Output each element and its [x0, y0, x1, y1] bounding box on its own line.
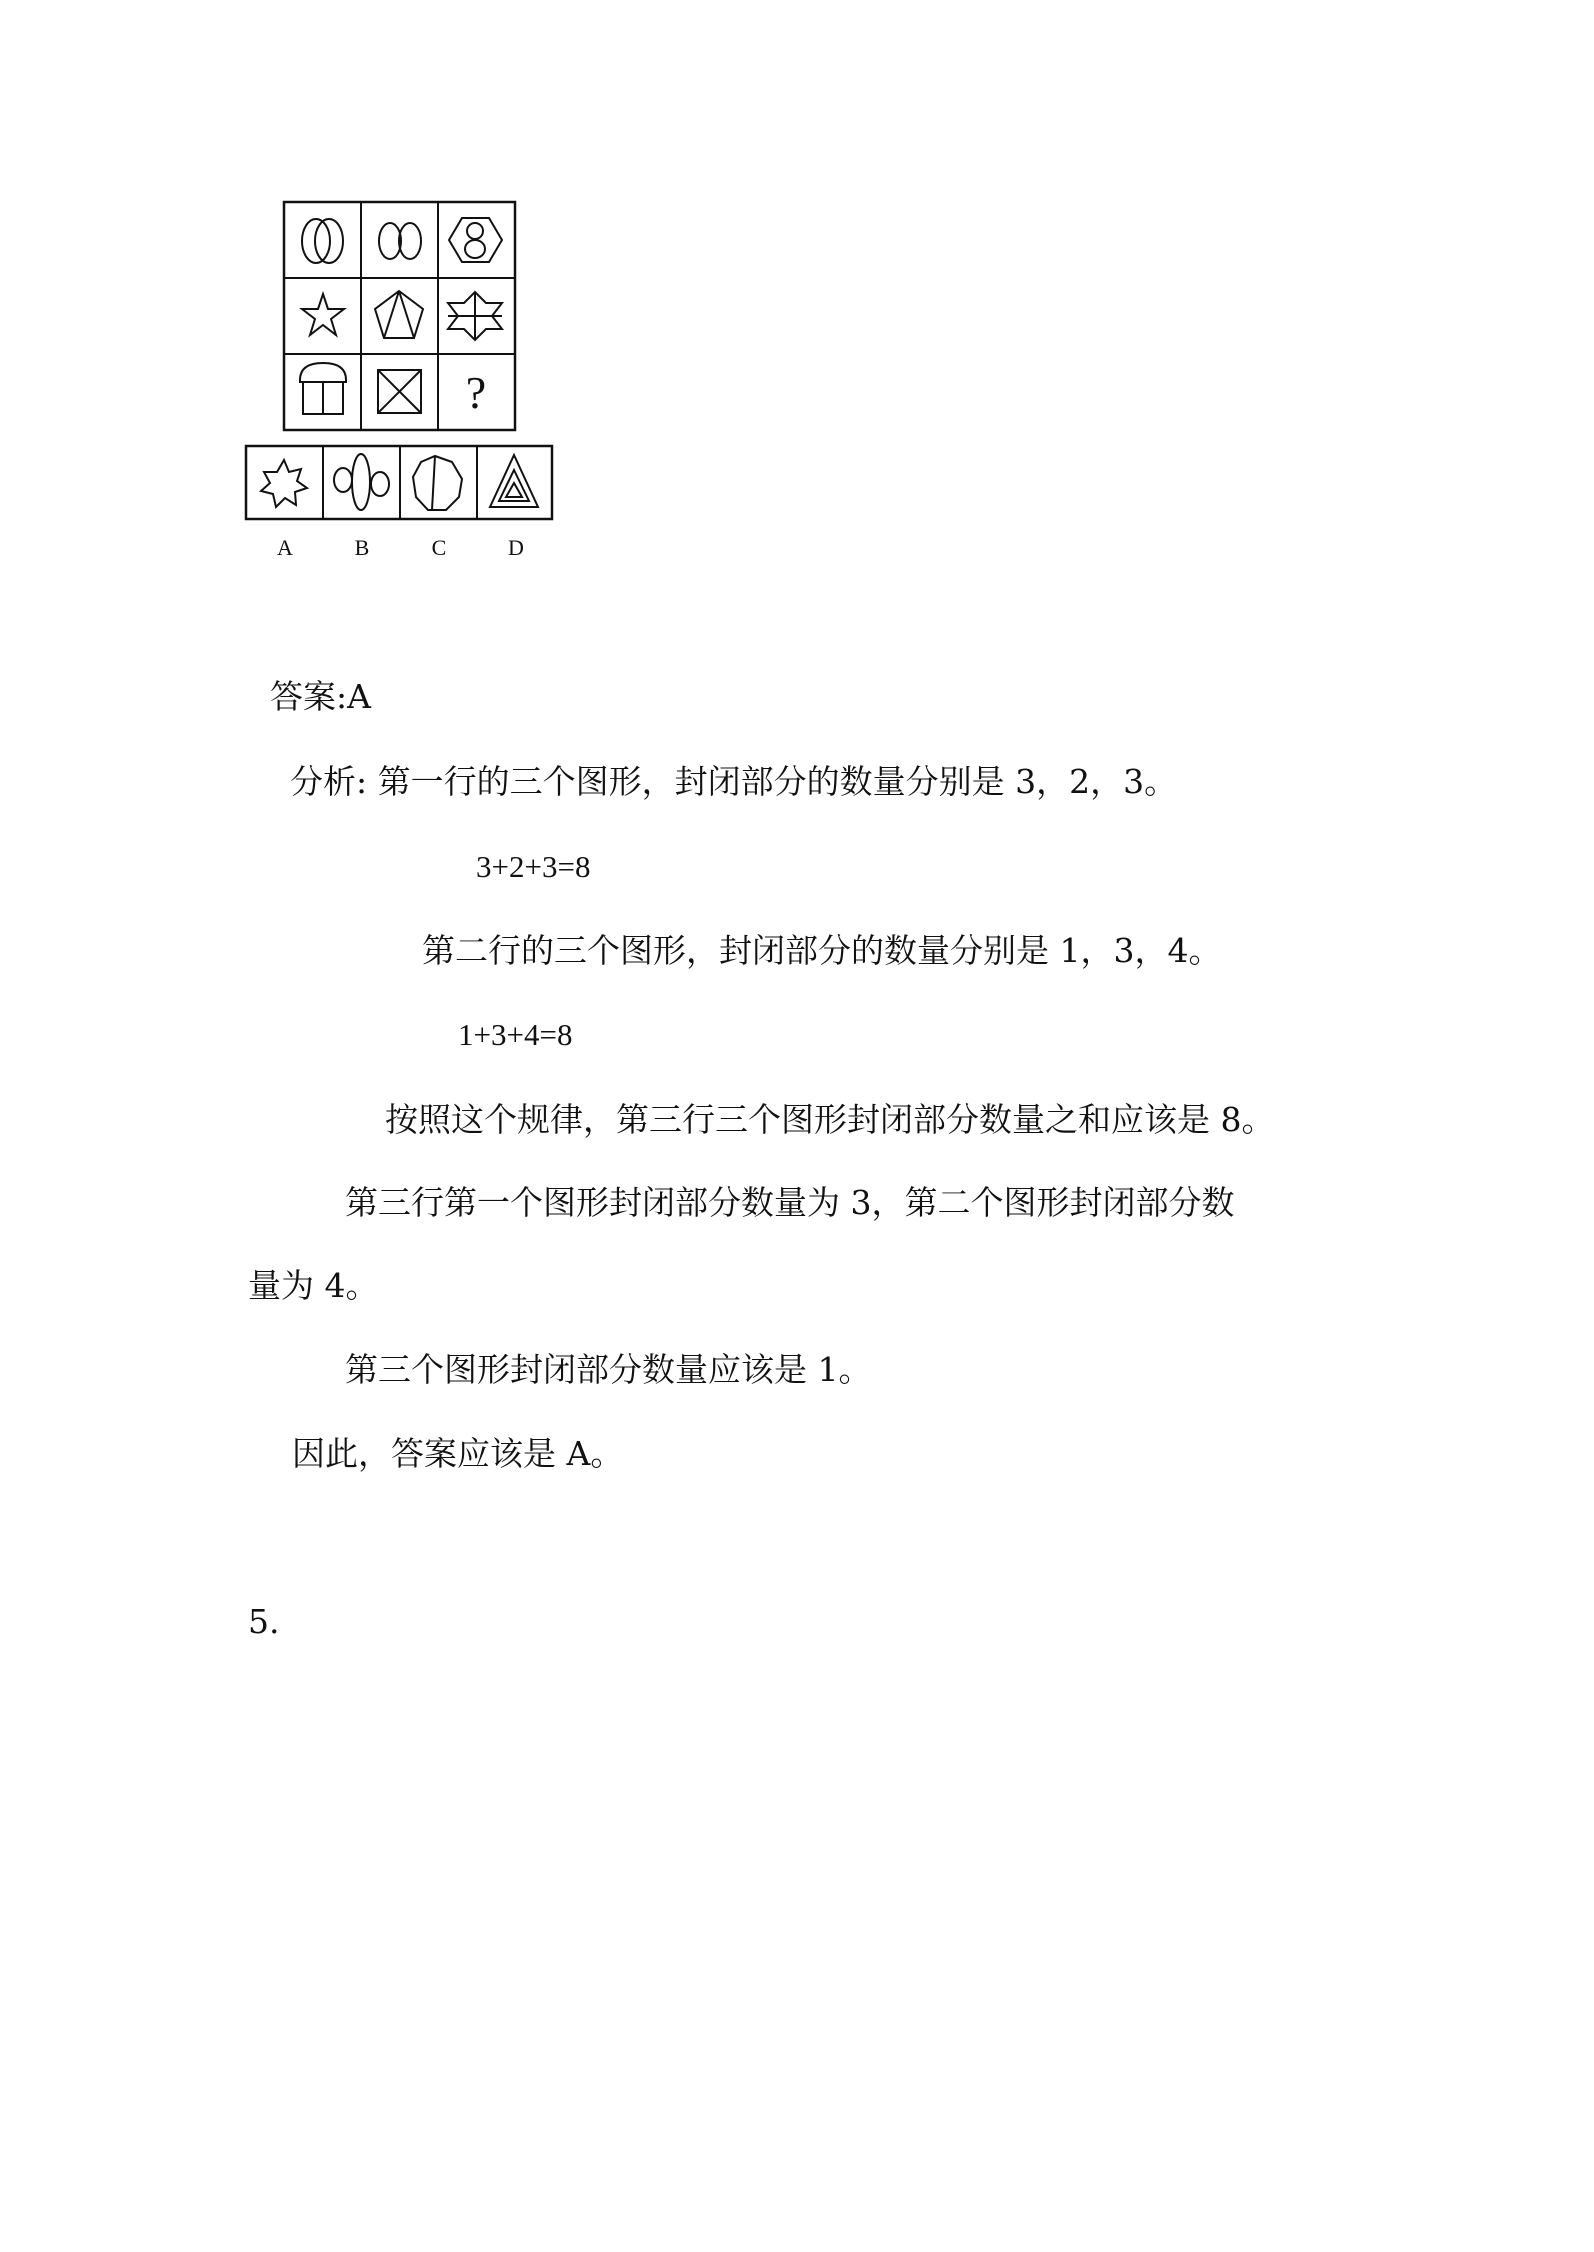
cell-square-cross-icon	[378, 370, 421, 413]
analysis-row1: 分析: 第一行的三个图形，封闭部分的数量分别是 3，2，3。	[290, 762, 1178, 801]
cell-double-ellipse-icon	[379, 223, 421, 259]
cell-hexagon-eight-icon	[449, 218, 502, 262]
row3-line-b: 量为 4。	[248, 1266, 379, 1305]
row3-line-a: 第三行第一个图形封闭部分数量为 3，第二个图形封闭部分数	[345, 1183, 1235, 1222]
question-number: 5.	[248, 1602, 280, 1641]
option-label-c: C	[431, 535, 447, 560]
rule-line: 按照这个规律，第三行三个图形封闭部分数量之和应该是 8。	[385, 1100, 1275, 1139]
cell-pentagon-icon	[375, 291, 423, 338]
question-mark: ?	[465, 367, 487, 418]
options-row	[246, 446, 552, 519]
conclusion-line: 因此，答案应该是 A。	[292, 1434, 624, 1473]
option-b-ellipse-icon	[334, 454, 389, 510]
option-c-heptagon-icon	[413, 456, 462, 510]
option-d-triangles-icon	[490, 455, 538, 507]
cell-overlapping-ellipses-icon	[302, 219, 343, 263]
option-label-a: A	[277, 535, 293, 560]
cell-rounded-box-icon	[300, 363, 346, 414]
cell-hexagram-icon	[448, 292, 502, 340]
option-label-d: D	[508, 535, 524, 560]
puzzle-figure	[240, 198, 560, 578]
answer-line: 答案:A	[270, 677, 371, 716]
row3-line-c: 第三个图形封闭部分数量应该是 1。	[345, 1350, 872, 1389]
option-label-b: B	[354, 535, 370, 560]
option-a-star-icon	[261, 460, 307, 507]
cell-star-icon	[302, 294, 344, 335]
puzzle-grid-svg	[240, 198, 560, 578]
equation-row2: 1+3+4=8	[458, 1017, 573, 1052]
analysis-row2: 第二行的三个图形，封闭部分的数量分别是 1，3，4。	[422, 931, 1222, 970]
equation-row1: 3+2+3=8	[476, 849, 591, 884]
